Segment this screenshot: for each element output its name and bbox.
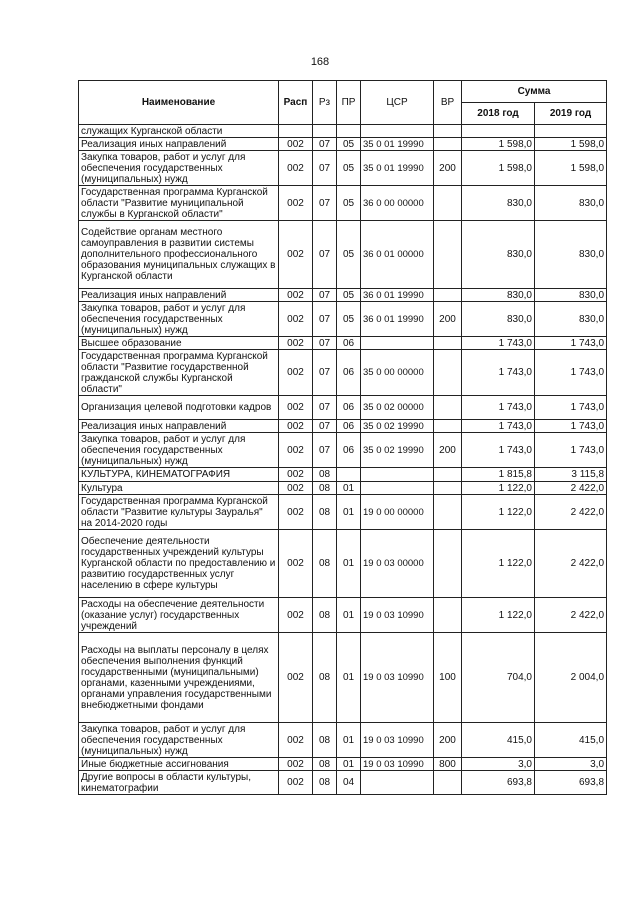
header-pr: ПР <box>337 81 361 125</box>
table-row <box>79 482 607 495</box>
cell-name: Высшее образование <box>79 337 279 350</box>
cell-pr: 01 <box>337 482 361 495</box>
cell-vr <box>434 495 462 530</box>
cell-vr <box>434 396 462 420</box>
cell-csr: 36 0 01 19990 <box>361 289 434 302</box>
cell-rasp: 002 <box>279 289 313 302</box>
header-name: Наименование <box>79 81 279 125</box>
cell-pr: 06 <box>337 337 361 350</box>
cell-rasp: 002 <box>279 758 313 771</box>
cell-sum-2019: 1 743,0 <box>535 420 607 433</box>
cell-rz: 07 <box>313 350 337 396</box>
cell-csr: 36 0 01 00000 <box>361 221 434 289</box>
cell-rasp: 002 <box>279 221 313 289</box>
table-row <box>79 302 607 337</box>
cell-sum-2019: 830,0 <box>535 302 607 337</box>
cell-vr <box>434 598 462 633</box>
cell-name: Другие вопросы в области культуры, кинематографии <box>79 771 279 795</box>
cell-rasp: 002 <box>279 420 313 433</box>
cell-sum-2019: 3,0 <box>535 758 607 771</box>
cell-vr <box>434 420 462 433</box>
cell-name: Культура <box>79 482 279 495</box>
cell-vr: 200 <box>434 151 462 186</box>
table-row <box>79 337 607 350</box>
cell-sum-2018: 1 743,0 <box>462 337 535 350</box>
cell-name: Расходы на выплаты персоналу в целях обеспечения выполнения функций государственными (муниципальными) органами, казенными учреждениями, органами управления государственными внебюджетными фондами <box>79 633 279 723</box>
cell-sum-2018: 1 122,0 <box>462 482 535 495</box>
cell-sum-2018: 1 743,0 <box>462 433 535 468</box>
cell-rasp: 002 <box>279 138 313 151</box>
cell-name: Реализация иных направлений <box>79 138 279 151</box>
cell-pr: 01 <box>337 495 361 530</box>
cell-sum-2018: 1 122,0 <box>462 530 535 598</box>
cell-rz: 07 <box>313 138 337 151</box>
cell-pr: 04 <box>337 771 361 795</box>
cell-sum-2019: 693,8 <box>535 771 607 795</box>
cell-sum-2018: 1 598,0 <box>462 138 535 151</box>
cell-csr: 19 0 03 10990 <box>361 723 434 758</box>
cell-name: Содействие органам местного самоуправления в развитии системы дополнительного профессионального образования муниципальных служащих в Курганской области <box>79 221 279 289</box>
cell-vr: 800 <box>434 758 462 771</box>
cell-sum-2019 <box>535 125 607 138</box>
cell-pr: 05 <box>337 151 361 186</box>
table-row <box>79 633 607 723</box>
table-row <box>79 433 607 468</box>
cell-rasp: 002 <box>279 337 313 350</box>
table-row <box>79 221 607 289</box>
cell-name: Закупка товаров, работ и услуг для обеспечения государственных (муниципальных) нужд <box>79 433 279 468</box>
cell-vr: 200 <box>434 433 462 468</box>
cell-rz <box>313 125 337 138</box>
cell-pr: 05 <box>337 221 361 289</box>
cell-rasp: 002 <box>279 723 313 758</box>
cell-sum-2019: 830,0 <box>535 289 607 302</box>
cell-sum-2018: 1 743,0 <box>462 420 535 433</box>
cell-rz: 07 <box>313 186 337 221</box>
table-row <box>79 468 607 482</box>
cell-sum-2019: 830,0 <box>535 186 607 221</box>
header-sum: Сумма <box>462 81 607 103</box>
table-row <box>79 151 607 186</box>
cell-sum-2018: 693,8 <box>462 771 535 795</box>
cell-sum-2018: 830,0 <box>462 302 535 337</box>
cell-rz: 08 <box>313 771 337 795</box>
cell-rasp: 002 <box>279 302 313 337</box>
cell-name: КУЛЬТУРА, КИНЕМАТОГРАФИЯ <box>79 468 279 482</box>
cell-name: Государственная программа Курганской области "Развитие государственной гражданской службы Курганской области" <box>79 350 279 396</box>
cell-vr <box>434 530 462 598</box>
cell-sum-2018: 830,0 <box>462 186 535 221</box>
cell-sum-2018: 1 743,0 <box>462 396 535 420</box>
table-row <box>79 771 607 795</box>
cell-pr: 01 <box>337 598 361 633</box>
cell-rz: 07 <box>313 151 337 186</box>
cell-rasp: 002 <box>279 151 313 186</box>
cell-vr: 100 <box>434 633 462 723</box>
cell-name: Государственная программа Курганской области "Развитие культуры Зауралья" на 2014-2020 годы <box>79 495 279 530</box>
cell-name: Государственная программа Курганской области "Развитие муниципальной службы в Курганской области" <box>79 186 279 221</box>
cell-sum-2019: 2 422,0 <box>535 495 607 530</box>
cell-pr: 01 <box>337 530 361 598</box>
cell-csr: 35 0 01 19990 <box>361 151 434 186</box>
table-row <box>79 420 607 433</box>
cell-csr: 35 0 02 00000 <box>361 396 434 420</box>
cell-rz: 08 <box>313 495 337 530</box>
cell-rasp: 002 <box>279 633 313 723</box>
cell-csr: 19 0 00 00000 <box>361 495 434 530</box>
cell-csr: 19 0 03 10990 <box>361 598 434 633</box>
cell-csr: 35 0 01 19990 <box>361 138 434 151</box>
table-row <box>79 598 607 633</box>
cell-sum-2018: 3,0 <box>462 758 535 771</box>
cell-vr <box>434 138 462 151</box>
cell-vr <box>434 125 462 138</box>
cell-rasp: 002 <box>279 396 313 420</box>
cell-csr: 19 0 03 10990 <box>361 758 434 771</box>
cell-rz: 07 <box>313 433 337 468</box>
cell-sum-2018 <box>462 125 535 138</box>
cell-pr: 06 <box>337 396 361 420</box>
cell-rasp: 002 <box>279 495 313 530</box>
cell-vr <box>434 350 462 396</box>
cell-sum-2019: 1 743,0 <box>535 337 607 350</box>
cell-pr: 06 <box>337 350 361 396</box>
cell-pr: 01 <box>337 758 361 771</box>
cell-name: Закупка товаров, работ и услуг для обеспечения государственных (муниципальных) нужд <box>79 151 279 186</box>
table-row <box>79 138 607 151</box>
cell-rasp: 002 <box>279 598 313 633</box>
cell-sum-2019: 415,0 <box>535 723 607 758</box>
cell-csr <box>361 482 434 495</box>
cell-rz: 08 <box>313 598 337 633</box>
cell-pr <box>337 125 361 138</box>
cell-vr: 200 <box>434 302 462 337</box>
cell-pr: 05 <box>337 138 361 151</box>
cell-sum-2019: 2 422,0 <box>535 598 607 633</box>
cell-vr <box>434 289 462 302</box>
cell-vr <box>434 468 462 482</box>
cell-rz: 08 <box>313 482 337 495</box>
cell-pr: 01 <box>337 723 361 758</box>
header-csr: ЦСР <box>361 81 434 125</box>
cell-sum-2018: 1 598,0 <box>462 151 535 186</box>
cell-sum-2019: 1 598,0 <box>535 151 607 186</box>
cell-sum-2019: 830,0 <box>535 221 607 289</box>
cell-vr <box>434 482 462 495</box>
table-row <box>79 289 607 302</box>
header-year-2019: 2019 год <box>535 103 607 125</box>
cell-sum-2018: 1 815,8 <box>462 468 535 482</box>
cell-sum-2019: 2 422,0 <box>535 482 607 495</box>
cell-name: Закупка товаров, работ и услуг для обеспечения государственных (муниципальных) нужд <box>79 302 279 337</box>
header-rz: Рз <box>313 81 337 125</box>
cell-sum-2018: 704,0 <box>462 633 535 723</box>
cell-rz: 08 <box>313 633 337 723</box>
cell-sum-2019: 1 743,0 <box>535 350 607 396</box>
header-rasp: Расп <box>279 81 313 125</box>
cell-rz: 07 <box>313 302 337 337</box>
cell-pr: 01 <box>337 633 361 723</box>
cell-name: служащих Курганской области <box>79 125 279 138</box>
cell-csr: 36 0 00 00000 <box>361 186 434 221</box>
cell-name: Закупка товаров, работ и услуг для обеспечения государственных (муниципальных) нужд <box>79 723 279 758</box>
header-year-2018: 2018 год <box>462 103 535 125</box>
cell-rz: 07 <box>313 396 337 420</box>
cell-pr: 05 <box>337 289 361 302</box>
cell-pr: 06 <box>337 420 361 433</box>
cell-vr <box>434 186 462 221</box>
cell-name: Обеспечение деятельности государственных учреждений культуры Курганской области по предоставлению и развитию государственных услуг населению в сфере культуры <box>79 530 279 598</box>
cell-sum-2018: 415,0 <box>462 723 535 758</box>
budget-table <box>78 80 607 795</box>
cell-sum-2019: 3 115,8 <box>535 468 607 482</box>
cell-name: Реализация иных направлений <box>79 289 279 302</box>
cell-csr: 35 0 00 00000 <box>361 350 434 396</box>
cell-sum-2018: 1 122,0 <box>462 598 535 633</box>
cell-sum-2018: 1 122,0 <box>462 495 535 530</box>
cell-rasp: 002 <box>279 468 313 482</box>
cell-csr <box>361 337 434 350</box>
cell-name: Расходы на обеспечение деятельности (оказание услуг) государственных учреждений <box>79 598 279 633</box>
cell-rasp: 002 <box>279 482 313 495</box>
cell-sum-2018: 830,0 <box>462 289 535 302</box>
cell-sum-2019: 2 422,0 <box>535 530 607 598</box>
table-row <box>79 350 607 396</box>
cell-rz: 07 <box>313 337 337 350</box>
table-row <box>79 186 607 221</box>
cell-rz: 08 <box>313 468 337 482</box>
cell-rasp: 002 <box>279 350 313 396</box>
cell-rasp <box>279 125 313 138</box>
table-row <box>79 723 607 758</box>
cell-pr: 05 <box>337 302 361 337</box>
cell-rasp: 002 <box>279 186 313 221</box>
table-body <box>79 125 607 795</box>
cell-csr: 19 0 03 10990 <box>361 633 434 723</box>
cell-vr: 200 <box>434 723 462 758</box>
cell-name: Реализация иных направлений <box>79 420 279 433</box>
table-row <box>79 396 607 420</box>
cell-rasp: 002 <box>279 433 313 468</box>
cell-rasp: 002 <box>279 771 313 795</box>
cell-csr: 19 0 03 00000 <box>361 530 434 598</box>
page-number: 168 <box>310 56 330 68</box>
cell-csr <box>361 125 434 138</box>
cell-sum-2018: 830,0 <box>462 221 535 289</box>
cell-rz: 08 <box>313 758 337 771</box>
table-row <box>79 125 607 138</box>
cell-rz: 07 <box>313 420 337 433</box>
table-row <box>79 758 607 771</box>
cell-pr: 06 <box>337 433 361 468</box>
table-row <box>79 530 607 598</box>
table-row <box>79 495 607 530</box>
cell-csr: 35 0 02 19990 <box>361 420 434 433</box>
cell-csr: 36 0 01 19990 <box>361 302 434 337</box>
cell-vr <box>434 771 462 795</box>
cell-csr: 35 0 02 19990 <box>361 433 434 468</box>
cell-rz: 07 <box>313 289 337 302</box>
cell-csr <box>361 468 434 482</box>
cell-rz: 07 <box>313 221 337 289</box>
cell-sum-2019: 1 743,0 <box>535 396 607 420</box>
cell-sum-2019: 1 598,0 <box>535 138 607 151</box>
cell-rz: 08 <box>313 723 337 758</box>
cell-csr <box>361 771 434 795</box>
cell-pr <box>337 468 361 482</box>
cell-pr: 05 <box>337 186 361 221</box>
cell-name: Иные бюджетные ассигнования <box>79 758 279 771</box>
cell-rz: 08 <box>313 530 337 598</box>
cell-sum-2019: 2 004,0 <box>535 633 607 723</box>
cell-sum-2019: 1 743,0 <box>535 433 607 468</box>
cell-sum-2018: 1 743,0 <box>462 350 535 396</box>
header-vr: ВР <box>434 81 462 125</box>
cell-name: Организация целевой подготовки кадров <box>79 396 279 420</box>
cell-vr <box>434 337 462 350</box>
cell-vr <box>434 221 462 289</box>
cell-rasp: 002 <box>279 530 313 598</box>
